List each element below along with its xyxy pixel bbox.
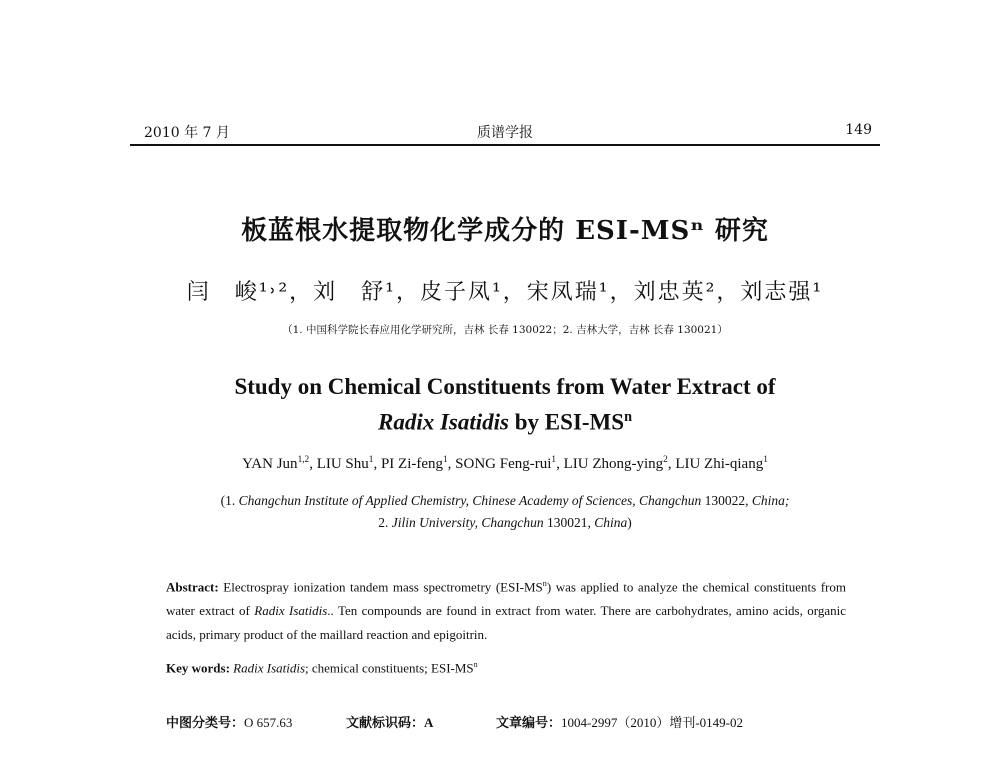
author-name: YAN Jun bbox=[242, 456, 298, 472]
chinese-authors: 闫 峻¹˒²，刘 舒¹，皮子凤¹，宋凤瑞¹，刘忠英²，刘志强¹ bbox=[186, 280, 824, 305]
page-number: 149 bbox=[845, 122, 872, 138]
article-number: 文章编号：1004-2997（2010）增刊-0149-02 bbox=[496, 715, 744, 730]
author-separator: , bbox=[447, 456, 456, 472]
journal-name: 质谱学报 bbox=[477, 125, 533, 141]
author-name: SONG Feng-rui bbox=[455, 456, 552, 472]
keywords: Key words: Radix Isatidis; chemical constituents; ESI-$MS^n$ bbox=[166, 660, 478, 676]
author-affil-sup: 1 bbox=[551, 455, 557, 465]
title-species: Radix Isatidis bbox=[378, 409, 510, 435]
abstract-label: Abstract: bbox=[166, 579, 219, 595]
english-title-line2 bbox=[130, 402, 880, 438]
author-separator: , bbox=[667, 456, 676, 472]
affiliation-line2: 2. Jilin University, Changchun 130021, China) bbox=[378, 515, 632, 530]
keywords-label: Key words: bbox=[166, 660, 230, 676]
author-name: LIU Zhong-ying bbox=[563, 456, 664, 472]
chinese-title: 板蓝根水提取物化学成分的 ESI-MSⁿ 研究 bbox=[241, 216, 769, 246]
english-affiliation bbox=[130, 490, 880, 534]
author-separator: , bbox=[309, 456, 317, 472]
abstract: Abstract: Electrospray ionization tandem mass spectrometry $(ESI-MS^n)$ was applied to analyze the chemical constituents from water extract of Radix Isatidis.. Ten compounds are found in extract from water. There are carbohydrates, amino acids, organic acids, primary product of the maillard reaction and epigoitrin. bbox=[166, 579, 847, 643]
author-affil-sup: 1,2 bbox=[297, 455, 310, 465]
author-affil-sup: 2 bbox=[663, 455, 668, 465]
english-title-line1: Study on Chemical Constituents from Water Extract of bbox=[234, 374, 776, 399]
issue-date: 2010 年 7 月 bbox=[144, 125, 230, 141]
english-authors bbox=[130, 455, 880, 473]
author-separator: , bbox=[556, 456, 564, 472]
author-affil-sup: 1 bbox=[443, 455, 448, 465]
author-affil-sup: 1 bbox=[368, 455, 374, 465]
chinese-affiliation: （1. 中国科学院长春应用化学研究所，吉林 长春 130022；2. 吉林大学，吉林 长春 130021） bbox=[282, 324, 728, 336]
author-affil-sup: 1 bbox=[763, 455, 768, 465]
author-name: PI Zi-feng bbox=[380, 456, 444, 472]
affiliation-line1: (1. Changchun Institute of Applied Chemistry, Chinese Academy of Sciences, Changchun 130022, China; bbox=[220, 493, 790, 508]
title-rest: by ESI-MS bbox=[509, 409, 625, 435]
author-separator: , bbox=[373, 456, 381, 472]
author-name: LIU Zhi-qiang bbox=[675, 456, 764, 472]
clc-number: 中图分类号：O 657.63 bbox=[166, 715, 293, 730]
author-name: LIU Shu bbox=[316, 456, 369, 472]
english-title bbox=[130, 372, 880, 438]
running-header bbox=[130, 122, 880, 146]
classification-line bbox=[166, 712, 846, 734]
document-code: 文献标识码：A bbox=[346, 715, 434, 730]
title-sup: n bbox=[624, 409, 632, 425]
